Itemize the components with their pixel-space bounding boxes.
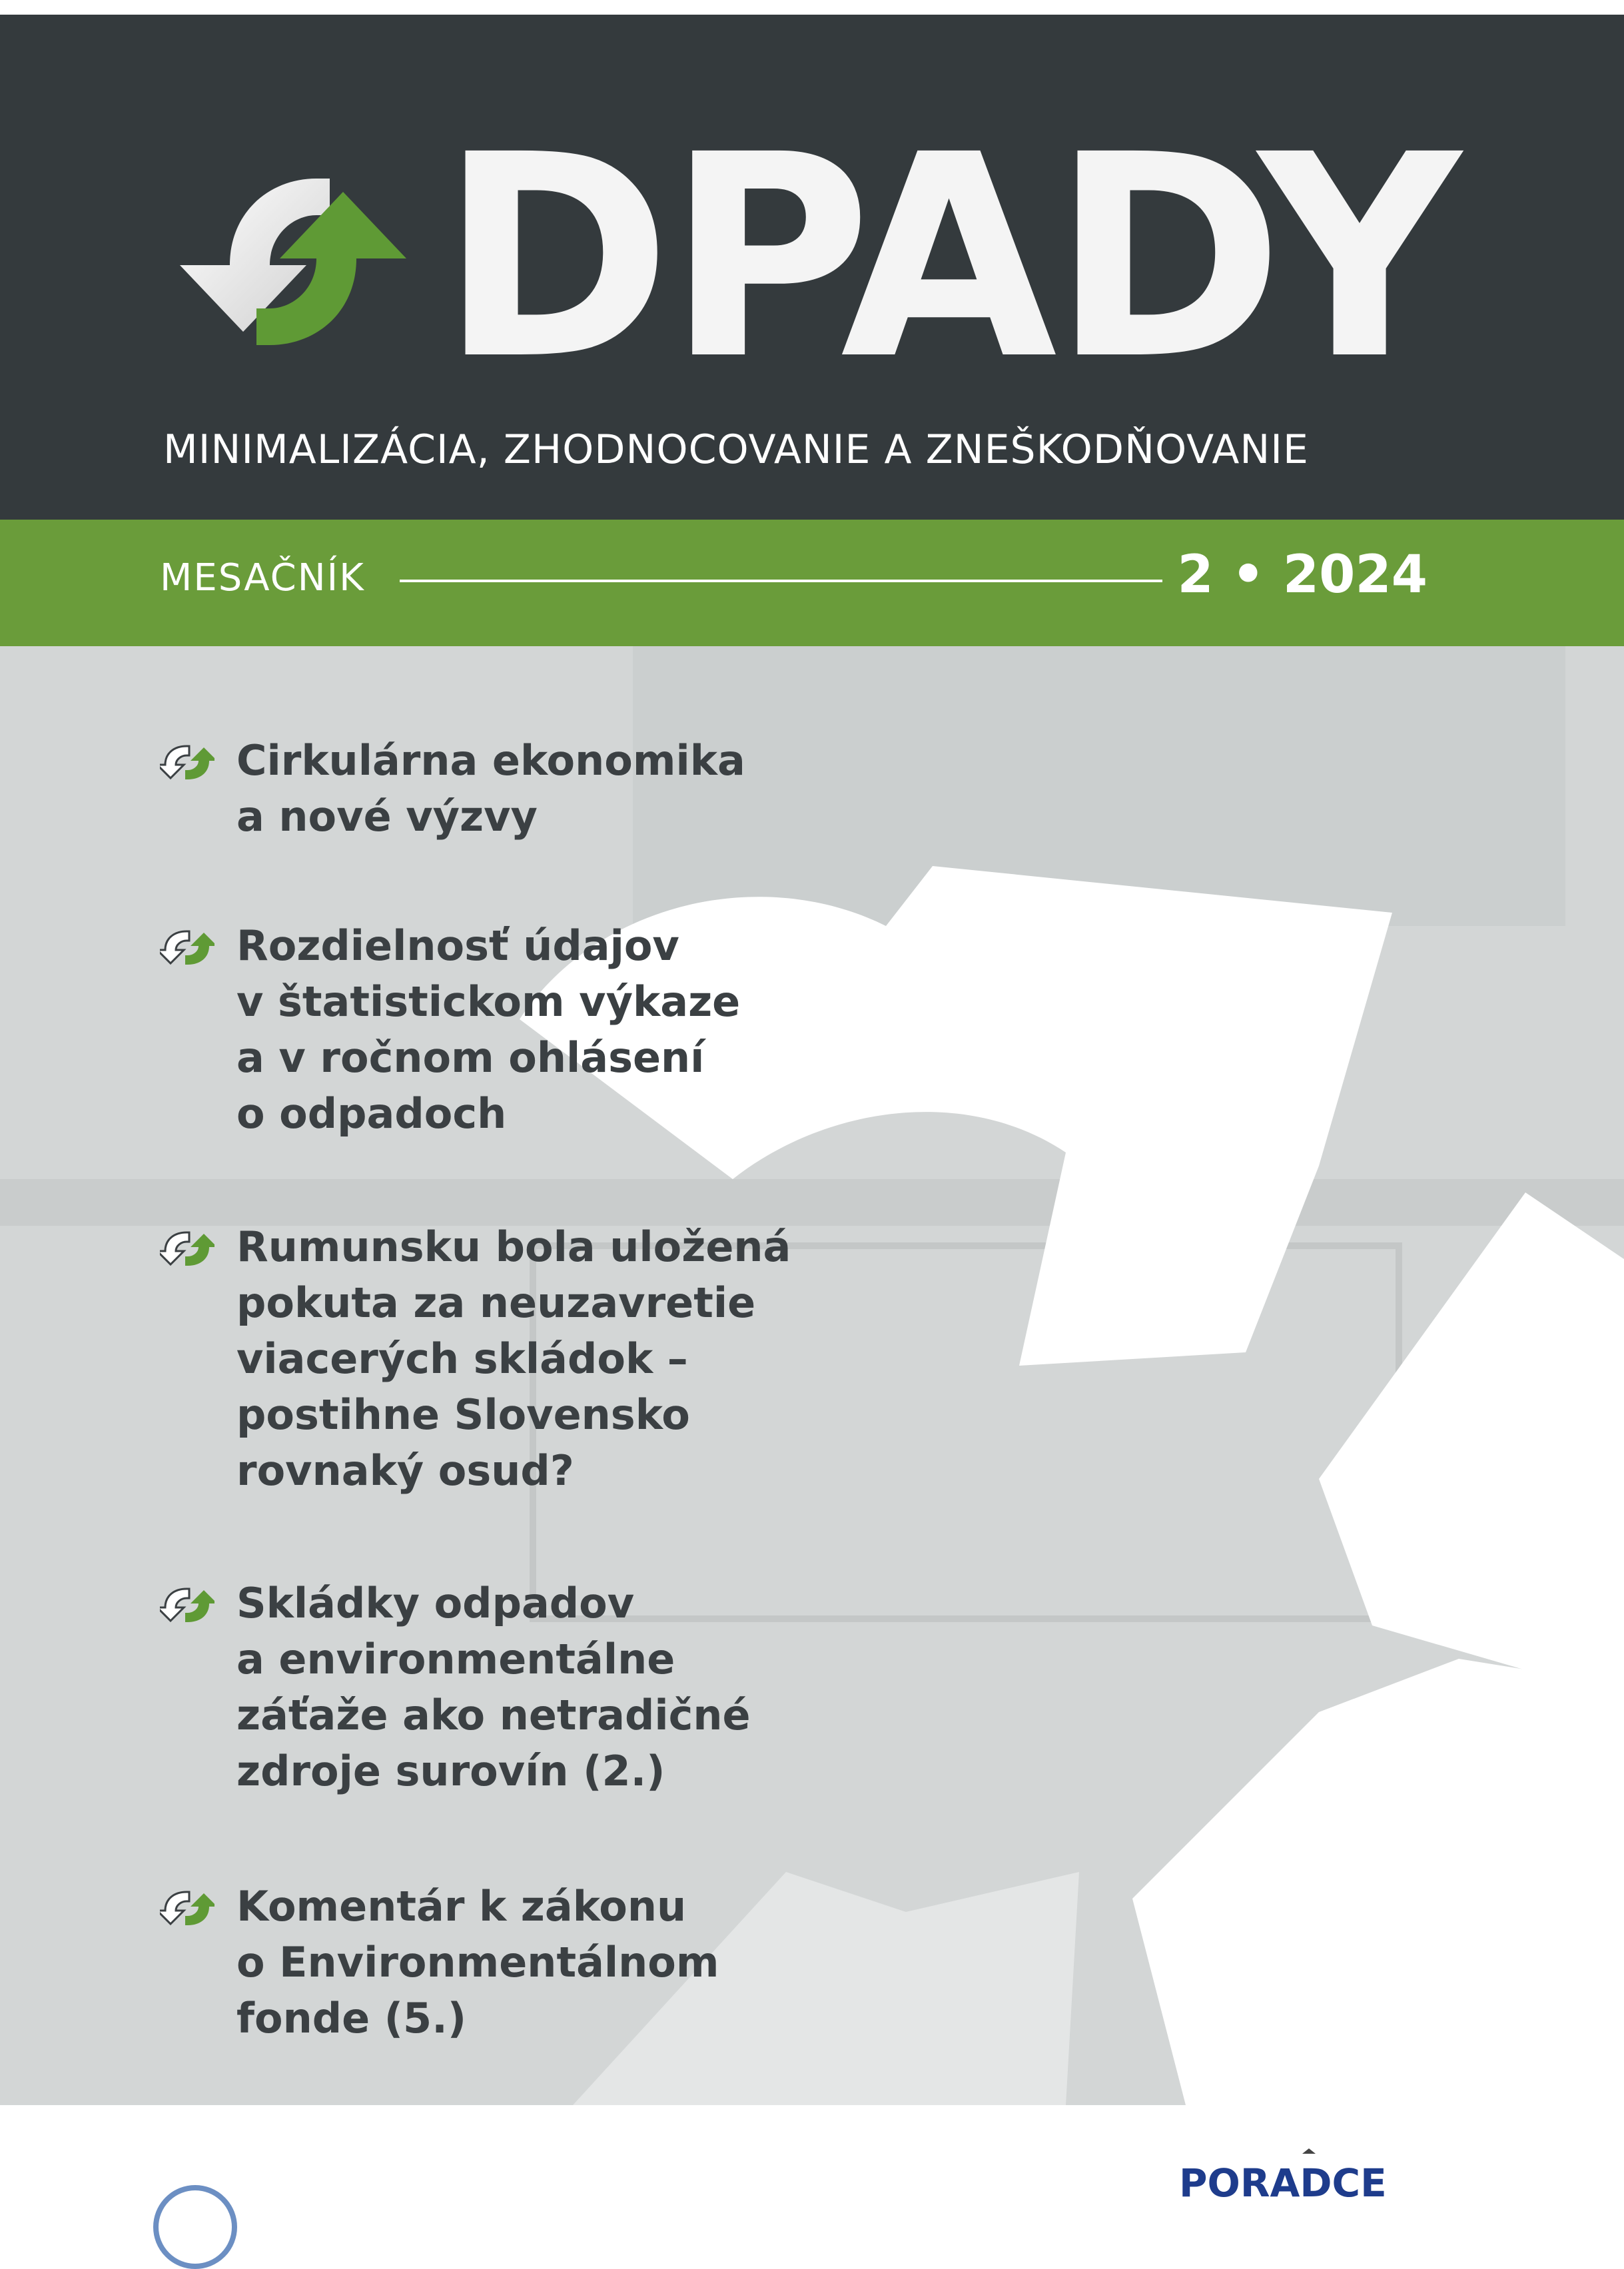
magazine-subtitle: MINIMALIZÁCIA, ZHODNOCOVANIE A ZNEŠKODŇOVANIE bbox=[163, 426, 1309, 473]
article-title-2: Rozdielnosť údajov v štatistickom výkaze a v ročnom ohlásení o odpadoch bbox=[236, 921, 741, 1138]
article-title-5: Komentár k zákonu o Environmentálnom fonde (5.) bbox=[236, 1882, 719, 2042]
publisher-logo-text: PORADCE bbox=[1179, 2160, 1387, 2198]
recycle-bullet-icon bbox=[160, 742, 214, 783]
recycle-bullet-icon bbox=[160, 927, 214, 969]
magazine-title: DPADY bbox=[440, 95, 1456, 421]
recycle-bullet-icon bbox=[160, 1585, 214, 1626]
band-divider-line bbox=[400, 580, 1162, 582]
issue-number: 2 • 2024 bbox=[1177, 545, 1427, 605]
recycle-bullet-icon bbox=[160, 1228, 214, 1270]
recycle-bullet-icon bbox=[160, 1888, 214, 1929]
publisher-logo bbox=[1179, 2148, 1445, 2198]
cover-body bbox=[0, 646, 1624, 2105]
frequency-label: MESAČNÍK bbox=[160, 556, 365, 600]
partner-logo-icon bbox=[153, 2185, 237, 2269]
article-title-1: Cirkulárna ekonomika a nové výzvy bbox=[236, 736, 745, 841]
article-title-3: Rumunsku bola uložená pokuta za neuzavretie viacerých skládok – postihne Slovensko rovnaký osud? bbox=[236, 1222, 791, 1495]
article-title-4: Skládky odpadov a environmentálne záťaže ako netradičné zdroje surovín (2.) bbox=[236, 1579, 751, 1795]
recycle-logo-icon bbox=[137, 152, 423, 372]
